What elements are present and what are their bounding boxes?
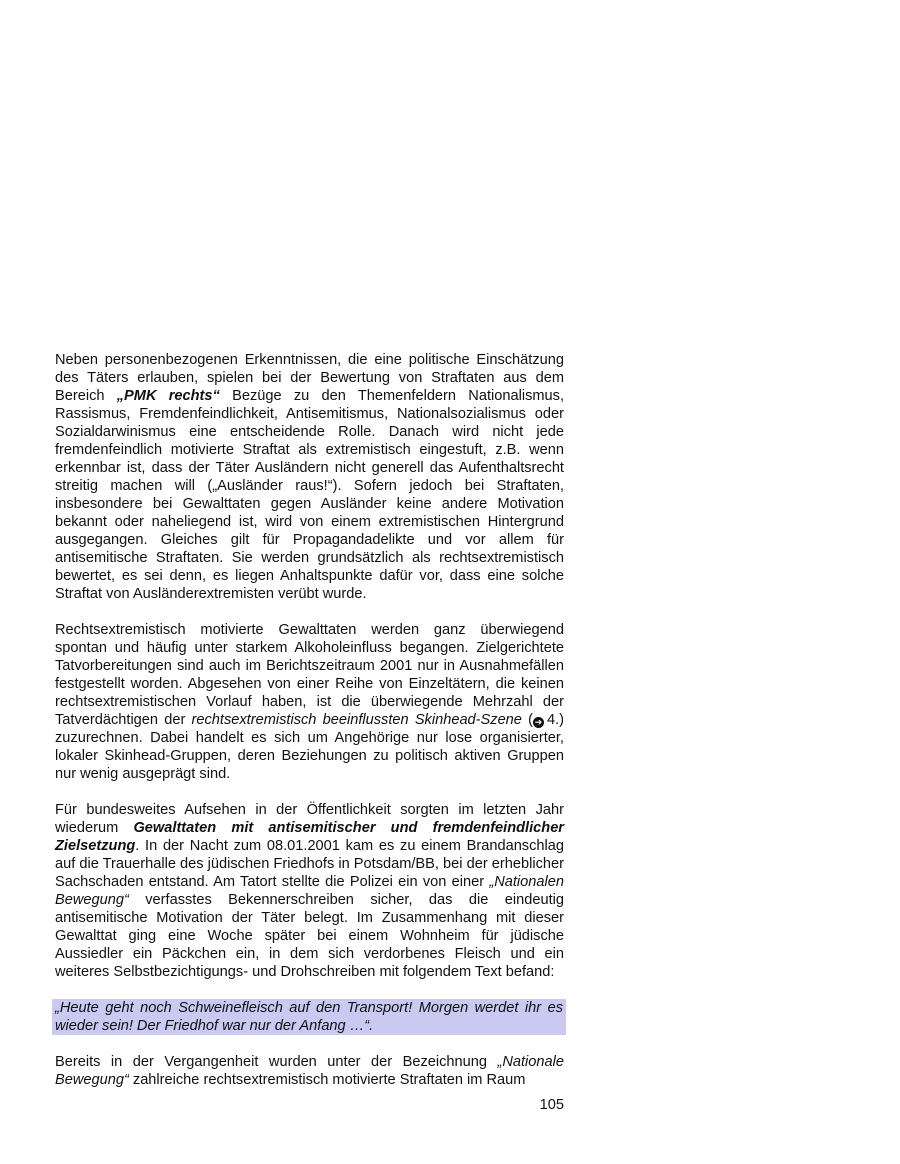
text-run: Bereits in der Vergangenheit wurden unter der Bezeichnung xyxy=(55,1054,498,1070)
emphasis-nationale-bewegung: „Nationalen Bewegung“ xyxy=(55,874,564,908)
paragraph-gap xyxy=(55,981,564,999)
paragraph-vergangenheit xyxy=(55,1053,564,1089)
highlighted-quote: „Heute geht noch Schweinefleisch auf den Transport! Morgen werdet ihr es wieder sein! Der Friedhof war nur der Anfang …“. xyxy=(52,999,566,1035)
text-run: Rechtsextremistisch motivierte Gewalttaten werden ganz überwiegend spontan und häufig unter starkem Alkoholeinfluss begangen. Zielgerichtete Tatvorbereitungen sind auch im Berichtszeitraum 2001 nur in Ausnahmefällen festgestellt worden. Abgesehen von einer Reihe von Einzeltätern, die keinen rechtsextremistischen Vorlauf haben, ist die überwiegende Mehrzahl der Tatverdächtigen der xyxy=(55,622,564,728)
paragraph-aufsehen xyxy=(55,801,564,981)
cross-reference-arrow-icon: ➔ xyxy=(534,717,543,727)
text-run: Neben personenbezogenen Erkenntnissen, die eine politische Einschätzung des Täters erlauben, spielen bei der Bewertung von Straftaten aus dem Bereich xyxy=(55,352,564,404)
text-run: verfasstes Bekennerschreiben sicher, das die eindeutig antisemitische Motivation der Täter belegt. Im Zusammenhang mit dieser Gewalttat ging eine Woche später bei einem Wohnheim für jüdische Aussiedler ein Päckchen ein, in dem sich verdorbenes Fleisch und ein weiteres Selbstbezichtigungs- und Drohschreiben mit folgendem Text befand: xyxy=(55,892,564,980)
text-run: ( xyxy=(521,712,533,728)
document-body xyxy=(55,351,564,1089)
emphasis-pmk-rechts: „PMK rechts“ xyxy=(116,388,220,404)
paragraph-gap xyxy=(55,603,564,621)
paragraph-gap xyxy=(55,1035,564,1053)
paragraph-gap xyxy=(55,783,564,801)
page-number: 105 xyxy=(539,1097,564,1113)
text-run: . In der Nacht zum 08.01.2001 kam es zu einem Brandanschlag auf die Trauerhalle des jüdischen Friedhofs in Potsdam/BB, bei der erheblicher Sachschaden entstand. Am Tatort stellte die Polizei ein von einer xyxy=(55,838,564,890)
text-run: Für bundesweites Aufsehen in der Öffentlichkeit sorgten im letzten Jahr wiederum xyxy=(55,802,564,836)
text-run: 4.) zuzurechnen. Dabei handelt es sich um Angehörige nur lose organisierter, lokaler Skinhead-Gruppen, deren Beziehungen zu politisch aktiven Gruppen nur wenig ausgeprägt sind. xyxy=(55,712,565,782)
paragraph-gewalttaten xyxy=(55,621,564,783)
emphasis-gewalttaten: Gewalttaten mit antisemitischer und fremdenfeindlicher Zielsetzung xyxy=(55,820,564,854)
text-run: Bezüge zu den Themenfeldern Nationalismus, Rassismus, Fremdenfeindlichkeit, Antisemitismus, Nationalsozialismus oder Sozialdarwinismus eine entscheidende Rolle. Danach wird nicht jede fremdenfeindlich motivierte Straftat als extremistisch eingestuft, z.B. wenn erkennbar ist, dass der Täter Ausländern nicht generell das Aufenthaltsrecht streitig machen will („Ausländer raus!“). Sofern jedoch bei Straftaten, insbesondere bei Gewalttaten gegen Ausländer keine andere Motivation bekannt oder naheliegend ist, wird von einem extremistischen Hintergrund ausgegangen. Gleiches gilt für Propagandadelikte und vor allem für antisemitische Straftaten. Sie werden grundsätzlich als rechtsextremistisch bewertet, es sei denn, es liegen Anhaltspunkte dafür vor, dass eine solche Straftat von Ausländerextremisten verübt wurde. xyxy=(55,388,564,602)
text-run: zahlreiche rechtsextremistisch motivierte Straftaten im Raum xyxy=(128,1072,526,1088)
emphasis-skinhead-szene: rechtsextremistisch beeinflussten Skinhead-Szene xyxy=(191,712,522,728)
emphasis-nationale-bewegung: „Nationale Bewegung“ xyxy=(55,1054,564,1088)
paragraph-pmk-rechts xyxy=(55,351,564,603)
